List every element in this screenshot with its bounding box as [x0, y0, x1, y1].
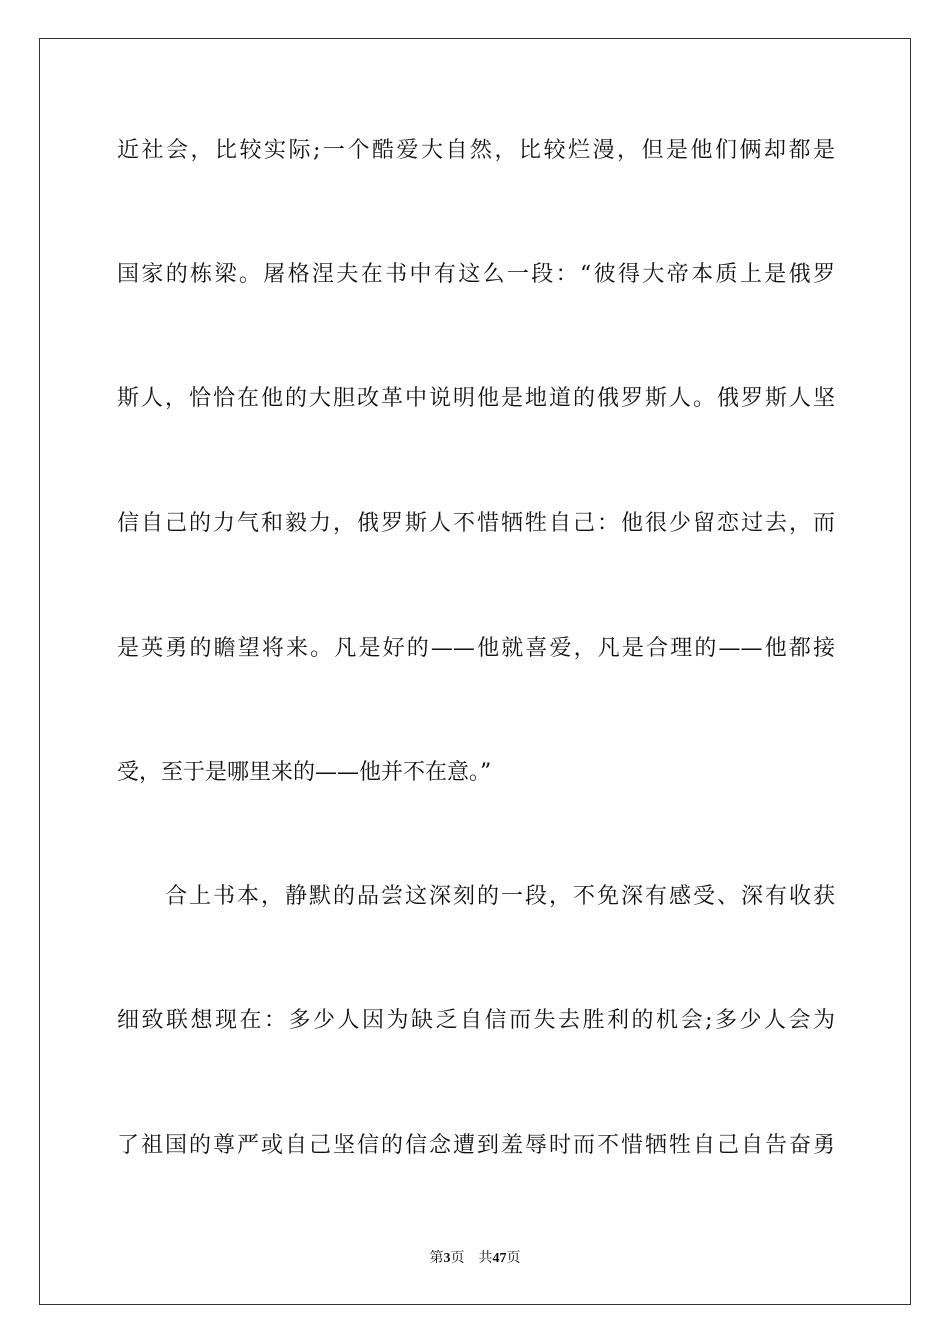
- text-line: 信自己的力气和毅力，俄罗斯人不惜牺牲自己：他很少留恋过去，而: [117, 511, 835, 536]
- text-line: 受，至于是哪里来的——他并不在意。”: [117, 760, 492, 785]
- text-line: 是英勇的瞻望将来。凡是好的——他就喜爱，凡是合理的——他都接: [117, 636, 835, 661]
- page-footer: [0, 1247, 950, 1267]
- page-suffix: 页: [450, 1251, 465, 1266]
- text-line: 斯人，恰恰在他的大胆改革中说明他是地道的俄罗斯人。俄罗斯人坚: [117, 386, 835, 411]
- page-border: [39, 38, 911, 1305]
- total-prefix: 共: [478, 1251, 493, 1266]
- paragraph-first-line: 合上书本，静默的品尝这深刻的一段，不免深有感受、深有收获: [165, 884, 835, 909]
- text-line: 国家的栋梁。屠格涅夫在书中有这么一段：“彼得大帝本质上是俄罗: [117, 262, 835, 287]
- page-number: 3: [443, 1251, 451, 1266]
- total-pages: 47: [492, 1251, 507, 1266]
- page-prefix: 第: [429, 1251, 444, 1266]
- text-line: 了祖国的尊严或自己坚信的信念遭到羞辱时而不惜牺牲自己自告奋勇: [117, 1133, 835, 1158]
- total-suffix: 页: [506, 1251, 521, 1266]
- text-line: 近社会，比较实际;一个酷爱大自然，比较烂漫，但是他们俩却都是: [117, 138, 835, 163]
- text-line: 细致联想现在：多少人因为缺乏自信而失去胜利的机会;多少人会为: [117, 1008, 835, 1033]
